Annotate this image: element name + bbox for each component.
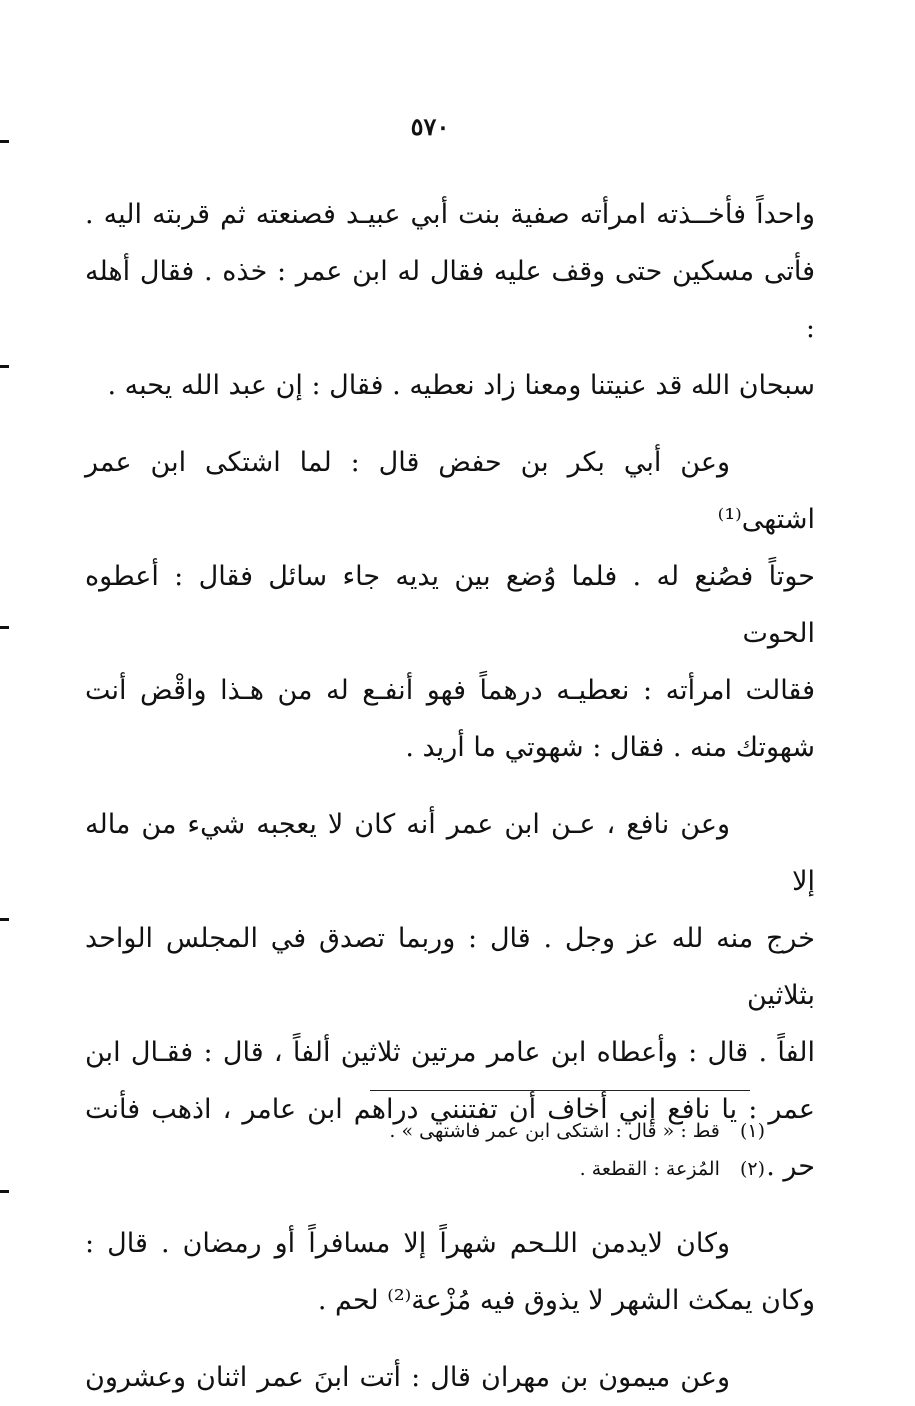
scan-edge-mark — [0, 140, 9, 143]
footnote-number: (٢) — [739, 1158, 765, 1180]
paragraph-4 — [85, 1215, 815, 1329]
text-line: وعن ميمون بن مهران قال : أتت ابنَ عمر اثنان وعشرون — [85, 1362, 730, 1393]
text-line: فقالت امرأته : نعطيـه درهماً فهو أنفـع له من هـذا واقْض أنت — [85, 675, 815, 706]
footnotes — [85, 1112, 765, 1188]
text-line: سبحان الله قد عنيتنا ومعنا زاد نعطيه . فقال : إن عبد الله يحبه . — [107, 370, 815, 401]
footnote-text: قط : « قال : اشتكى ابن عمر فاشتهى » . — [389, 1120, 720, 1142]
text-line: وكان لايدمن اللـحم شهراً إلا مسافراً أو رمضان . قال : — [85, 1228, 730, 1259]
text-line: حوتاً فصُنع له . فلما وُضع بين يديه جاء سائل فقال : أعطوه الحوت — [85, 561, 815, 649]
paragraph-5 — [85, 1349, 815, 1406]
text-line: وعن أبي بكر بن حفض قال : لما اشتكى ابن عمر اشتهى⁽¹⁾ — [85, 447, 815, 535]
footnote-number: (١) — [739, 1120, 765, 1142]
text-line: وعن نافع ، عـن ابن عمر أنه كان لا يعجبه شيء من ماله إلا — [85, 809, 815, 897]
scan-edge-mark — [0, 1190, 9, 1193]
paragraph-2 — [85, 434, 815, 776]
footnote-1 — [85, 1112, 765, 1150]
text-line: عمر : يا نافع إني أخاف أن تفتنني دراهم ابن عامر ، اذهب فأنت حر . — [85, 1094, 815, 1182]
footnote-2 — [85, 1150, 765, 1188]
text-line: الفاً . قال : وأعطاه ابن عامر مرتين ثلاثين ألفاً ، قال : فقـال ابن — [85, 1037, 815, 1068]
text-line: شهوتك منه . فقال : شهوتي ما أريد . — [405, 732, 815, 763]
scan-edge-mark — [0, 365, 9, 368]
scan-edge-mark — [0, 918, 9, 921]
text-line: فأتى مسكين حتى وقف عليه فقال له ابن عمر : خذه . فقال أهله : — [85, 256, 815, 344]
text-line: وكان يمكث الشهر لا يذوق فيه مُزْعة⁽²⁾ لحم . — [317, 1285, 815, 1316]
body-text — [85, 186, 815, 1406]
text-line: واحداً فأخــذته امرأته صفية بنت أبي عبيـد فصنعته ثم قربته اليه . — [85, 199, 815, 230]
footnote-divider — [370, 1090, 750, 1091]
footnote-text: المُزعة : القطعة . — [579, 1158, 720, 1180]
scan-edge-mark — [0, 626, 9, 629]
page-number: ٥٧٠ — [410, 112, 450, 141]
paragraph-1 — [85, 186, 815, 414]
text-line: خرج منه لله عز وجل . قال : وربما تصدق في المجلس الواحد بثلاثين — [85, 923, 815, 1011]
